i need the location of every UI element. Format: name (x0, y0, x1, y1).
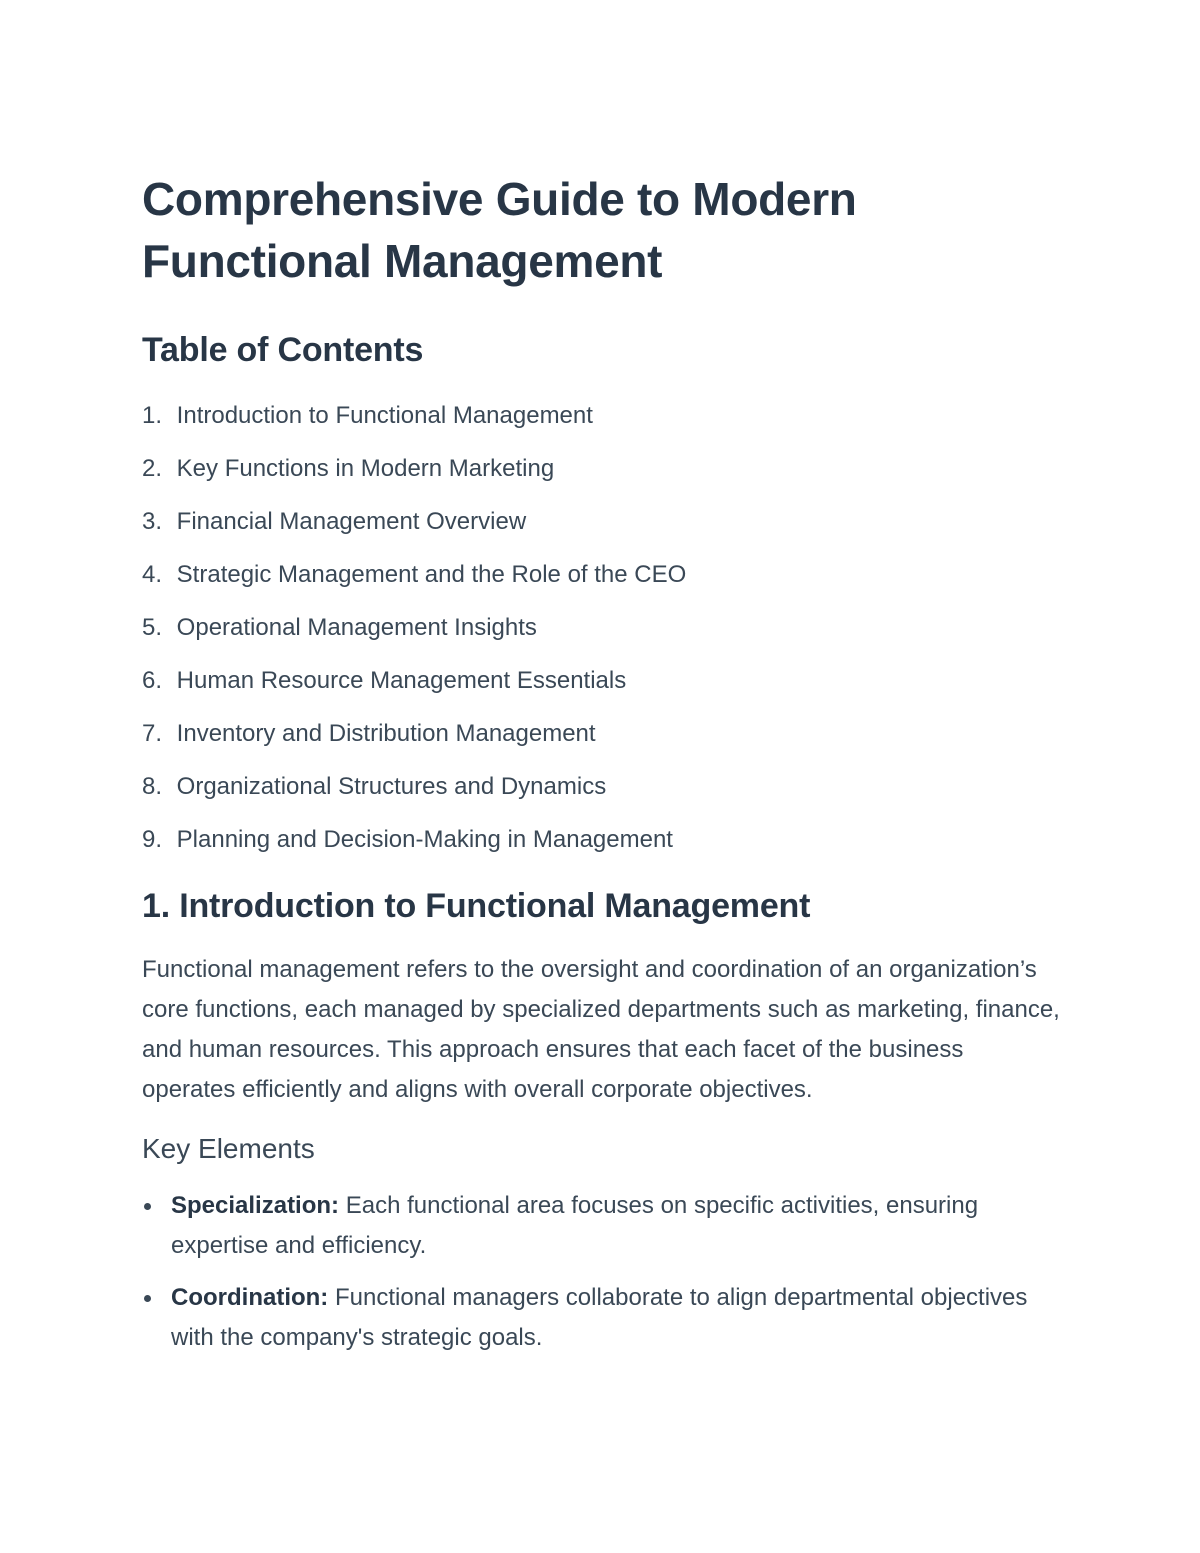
toc-item-planning[interactable] (142, 824, 1062, 856)
toc-item-introduction[interactable] (142, 400, 1062, 432)
toc-item-label: Operational Management Insights (176, 614, 537, 641)
list-item (142, 1186, 1062, 1266)
toc-item-label: Key Functions in Modern Marketing (176, 455, 555, 482)
toc-item-inventory[interactable] (142, 718, 1062, 750)
toc-item-number: 3. (142, 508, 163, 535)
document-page (142, 168, 1062, 1370)
section-heading: 1. Introduction to Functional Management (142, 887, 811, 925)
subsection-heading: Key Elements (142, 1133, 315, 1164)
toc-item-number: 9. (142, 826, 163, 853)
table-of-contents (142, 400, 1062, 856)
toc-item-number: 5. (142, 614, 163, 641)
document-title: Comprehensive Guide to Modern Functional Management (142, 173, 857, 287)
toc-item-label: Strategic Management and the Role of the CEO (176, 561, 687, 588)
toc-item-strategic[interactable] (142, 559, 1062, 591)
bullet-text: Functional managers collaborate to align departmental objectives with the company's strategic goals. (171, 1284, 1028, 1351)
toc-item-number: 8. (142, 773, 163, 800)
toc-item-label: Financial Management Overview (176, 508, 527, 535)
toc-item-financial[interactable] (142, 506, 1062, 538)
toc-item-label: Planning and Decision-Making in Management (176, 826, 673, 853)
toc-item-human-resource[interactable] (142, 665, 1062, 697)
toc-item-number: 1. (142, 402, 163, 429)
bullet-term: Coordination: (171, 1284, 329, 1311)
bullet-icon (144, 1203, 151, 1210)
toc-item-number: 2. (142, 455, 163, 482)
toc-item-number: 4. (142, 561, 163, 588)
toc-item-label: Introduction to Functional Management (176, 402, 593, 429)
list-item (142, 1278, 1062, 1358)
bullet-icon (144, 1295, 151, 1302)
bullet-text: Each functional area focuses on specific activities, ensuring expertise and efficiency. (171, 1192, 979, 1259)
toc-item-marketing[interactable] (142, 453, 1062, 485)
toc-heading: Table of Contents (142, 331, 424, 369)
toc-item-organizational[interactable] (142, 771, 1062, 803)
toc-item-label: Organizational Structures and Dynamics (176, 773, 607, 800)
toc-item-label: Inventory and Distribution Management (176, 720, 596, 747)
toc-item-operational[interactable] (142, 612, 1062, 644)
key-elements-list (142, 1186, 1062, 1358)
section-paragraph: Functional management refers to the oversight and coordination of an organization’s core functions, each managed by specialized departments such as marketing, finance, and human resources. This approach ensures that each facet of the business operates efficiently and aligns with overall corporate objectives. (142, 956, 1060, 1103)
toc-item-number: 7. (142, 720, 163, 747)
toc-item-label: Human Resource Management Essentials (176, 667, 627, 694)
toc-item-number: 6. (142, 667, 163, 694)
bullet-term: Specialization: (171, 1192, 340, 1219)
